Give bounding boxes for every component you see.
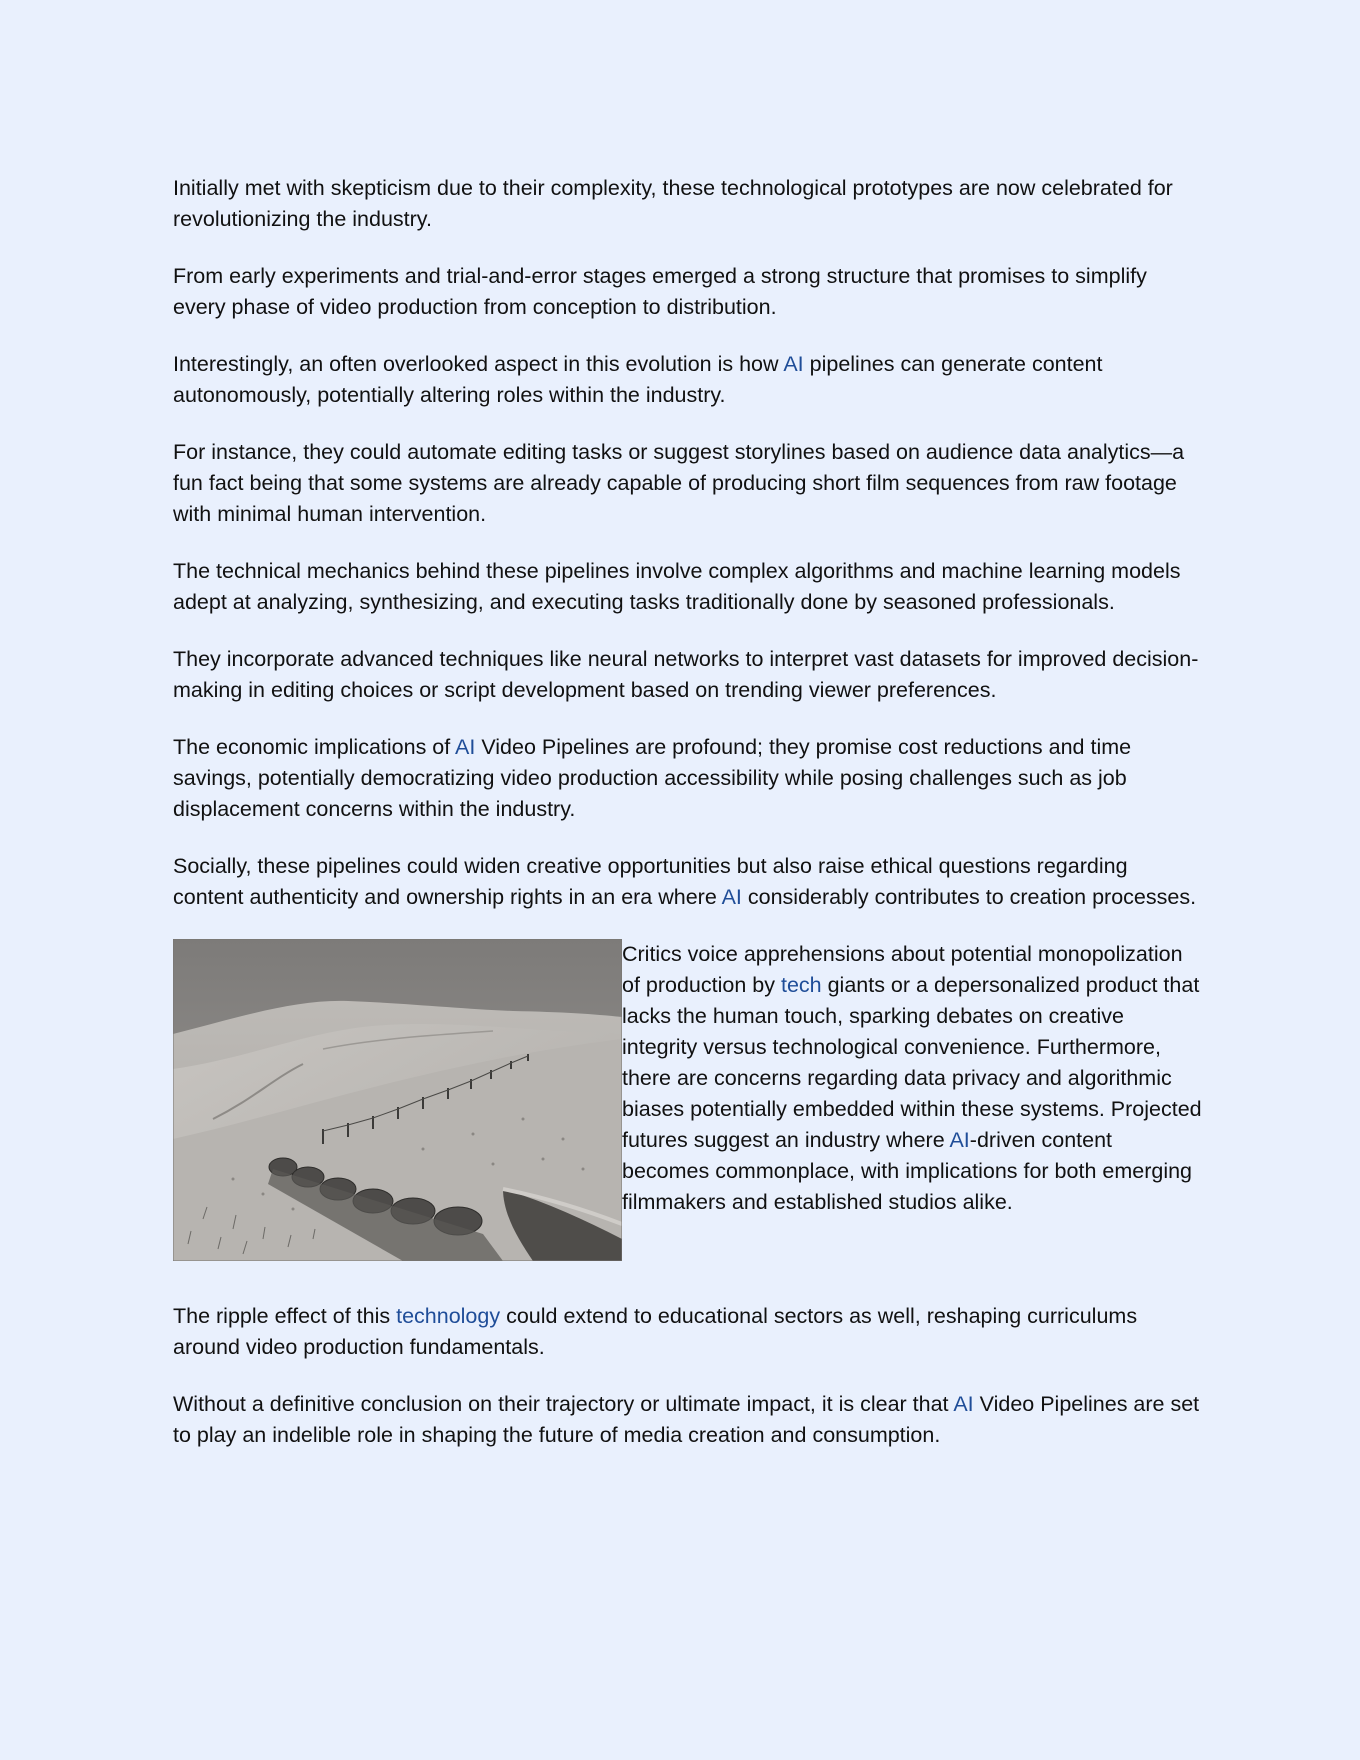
- figure-with-text: [173, 939, 1203, 1261]
- paragraph-text: For instance, they could automate editing tasks or suggest storylines based on audience data analytics—a fun fact being that some systems are already capable of producing short film sequences from raw footage with minimal human intervention.: [173, 440, 1185, 526]
- paragraph-text: Without a definitive conclusion on their trajectory or ultimate impact, it is clear that: [173, 1392, 954, 1416]
- paragraph-text: Critics voice apprehensions about potential monopolization of production by: [622, 942, 1183, 997]
- tech-link[interactable]: tech: [780, 973, 822, 997]
- paragraph-text: Video Pipelines are profound; they promise cost reductions and time savings, potentially democratizing video production accessibility while posing challenges such as job displacement concerns within the industry.: [173, 735, 1132, 821]
- paragraph-text: The economic implications of: [173, 735, 456, 759]
- paragraph-text: considerably contributes to creation processes.: [741, 885, 1197, 909]
- paragraph-7: [173, 732, 1203, 825]
- paragraph-text: Initially met with skepticism due to their complexity, these technological prototypes are now celebrated for revolutionizing the industry.: [173, 176, 1173, 231]
- ai-link[interactable]: AI: [953, 1392, 974, 1416]
- paragraph-4: [173, 437, 1203, 530]
- paragraph-text: From early experiments and trial-and-error stages emerged a strong structure that promises to simplify every phase of video production from conception to distribution.: [173, 264, 1147, 319]
- article: [173, 173, 1203, 1477]
- technology-link[interactable]: technology: [396, 1304, 501, 1328]
- ai-link[interactable]: AI: [721, 885, 742, 909]
- paragraph-2: [173, 261, 1203, 323]
- paragraph-text: They incorporate advanced techniques like neural networks to interpret vast datasets for improved decision-making in editing choices or script development based on trending viewer preferences.: [173, 647, 1199, 702]
- paragraph-text: Interestingly, an often overlooked aspect in this evolution is how: [173, 352, 784, 376]
- ai-link[interactable]: AI: [783, 352, 804, 376]
- paragraph-text: pipelines can generate content autonomously, potentially altering roles within the industry.: [173, 352, 1103, 407]
- paragraph-8: [173, 851, 1203, 913]
- paragraph-text: Socially, these pipelines could widen creative opportunities but also raise ethical questions regarding content authenticity and ownership rights in an era where: [173, 854, 1128, 909]
- paragraph-6: [173, 644, 1203, 706]
- paragraph-text: Video Pipelines are set to play an indelible role in shaping the future of media creation and consumption.: [173, 1392, 1200, 1447]
- paragraph-text: could extend to educational sectors as well, reshaping curriculums around video production fundamentals.: [173, 1304, 1138, 1359]
- snowy-landscape-image: [173, 939, 622, 1261]
- paragraph-3: [173, 349, 1203, 411]
- paragraph-text: The ripple effect of this: [173, 1304, 397, 1328]
- paragraph-1: [173, 173, 1203, 235]
- paragraph-text: -driven content becomes commonplace, with implications for both emerging filmmakers and established studios alike.: [622, 1128, 1193, 1214]
- ai-link[interactable]: AI: [949, 1128, 970, 1152]
- paragraph-5: [173, 556, 1203, 618]
- figure-side-text: [622, 939, 1202, 1218]
- paragraph-text: The technical mechanics behind these pipelines involve complex algorithms and machine learning models adept at analyzing, synthesizing, and executing tasks traditionally done by seasoned professionals.: [173, 559, 1181, 614]
- paragraph-text: giants or a depersonalized product that lacks the human touch, sparking debates on creative integrity versus technological convenience. Furthermore, there are concerns regarding data privacy and algorithmic biases potentially embedded within these systems. Projected futures suggest an industry where: [622, 973, 1202, 1152]
- paragraph-10: [173, 1389, 1203, 1451]
- paragraph-9: [173, 1301, 1203, 1363]
- ai-link[interactable]: AI: [455, 735, 476, 759]
